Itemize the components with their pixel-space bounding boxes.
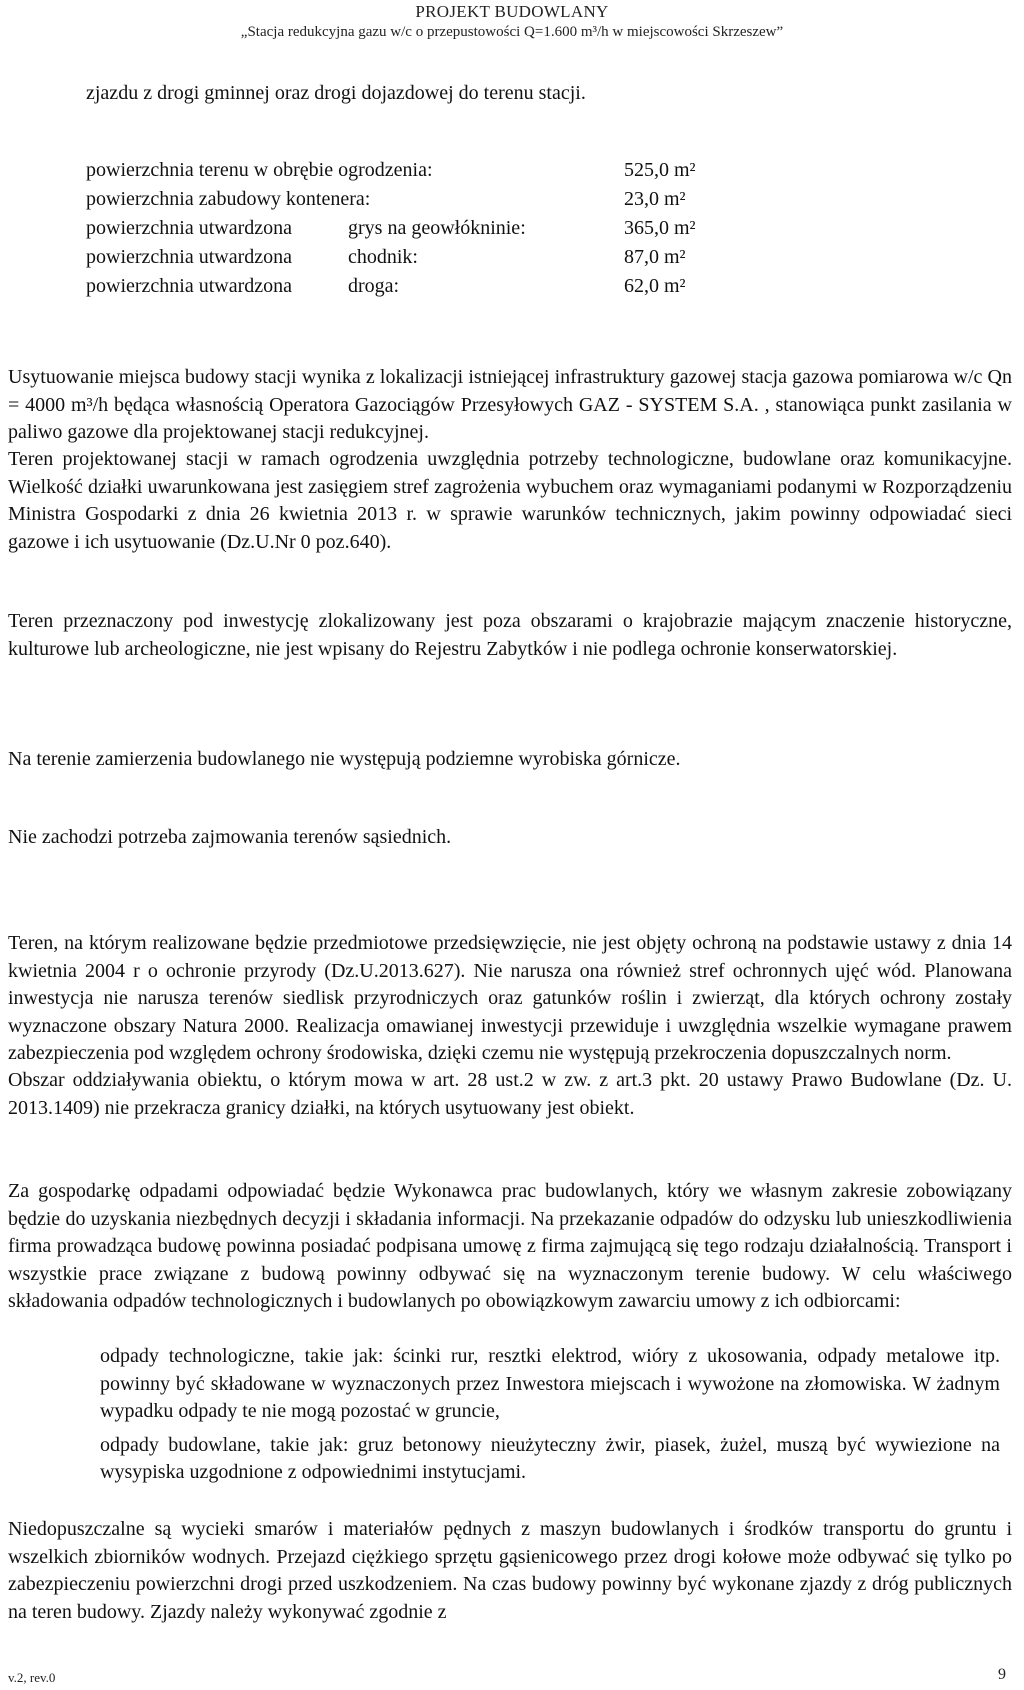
waste-list xyxy=(100,1343,1000,1487)
area-list xyxy=(86,156,986,301)
paragraph-neighbouring-land: Nie zachodzi potrzeba zajmowania terenów sąsiednich. xyxy=(8,826,452,848)
paragraph-heritage: Teren przeznaczony pod inwestycję zlokalizowany jest poza obszarami o krajobrazie mającym znaczenie historyczne, kulturowe lub archeologiczne, nie jest wpisany do Rejestru Zabytków i nie podlega ochronie konserwatorskiej. xyxy=(8,610,1012,660)
page-number: 9 xyxy=(998,1666,1006,1683)
area-sublabel: chodnik: xyxy=(348,246,418,268)
paragraph-construction-rules: Niedopuszczalne są wycieki smarów i materiałów pędnych z maszyn budowlanych i środków transportu do gruntu i wszelkich zbiorników wodnych. Przejazd ciężkiego sprzętu gąsienicowego przez drogi kołowe może odbywać się tylko po zabezpieczeniu powierzchni drogi przed uszkodzeniem. Na czas budowy powinny być wykonane zjazdy z dróg publicznych na teren budowy. Zjazdy należy wykonywać zgodnie z xyxy=(8,1518,1012,1623)
waste-list-item: odpady budowlane, takie jak: gruz betonowy nieużyteczny żwir, piasek, żużel, muszą być wywiezione na wysypiska uzgodnione z odpowiednimi instytucjami. xyxy=(100,1433,1000,1483)
area-sublabel: droga: xyxy=(348,275,400,297)
area-value: 23,0 m² xyxy=(624,188,686,210)
area-label: powierzchnia utwardzona xyxy=(86,217,293,239)
paragraph-mining: Na terenie zamierzenia budowlanego nie występują podziemne wyrobiska górnicze. xyxy=(8,748,681,770)
intro-line: zjazdu z drogi gminnej oraz drogi dojazdowej do terenu stacji. xyxy=(86,82,586,104)
area-value: 525,0 m² xyxy=(624,159,696,181)
area-value: 62,0 m² xyxy=(624,275,686,297)
waste-list-item: odpady technologiczne, takie jak: ścinki rur, resztki elektrod, wióry z ukosowania, odpady metalowe itp. powinny być składowane w wyznaczonych przez Inwestora miejscach i wywożone na złomowiska. W żadnym wypadku odpady te nie mogą pozostać w gruncie, xyxy=(100,1345,1000,1422)
area-row xyxy=(86,243,986,272)
header-title: PROJEKT BUDOWLANY xyxy=(415,2,609,21)
area-row xyxy=(86,156,986,185)
paragraph-nature-protection: Teren, na którym realizowane będzie przedmiotowe przedsięwzięcie, nie jest objęty ochroną na podstawie ustawy z dnia 14 kwietnia 2004 r o ochronie przyrody (Dz.U.2013.627). Nie narusza ona również stref ochronnych ujęć wód. Planowana inwestycja nie narusza terenów siedlisk przyrodniczych oraz gatunków roślin i zwierząt, dla których ochrony zostały wyznaczone obszary Natura 2000. Realizacja omawianej inwestycji przewiduje i uwzględnia wszelkie wymagane prawem zabezpieczenia pod względem ochrony środowiska, dzięki czemu nie występują przekroczenia dopuszczalnych norm. xyxy=(8,932,1012,1064)
area-label: powierzchnia utwardzona xyxy=(86,275,293,297)
area-row xyxy=(86,272,986,301)
header-subtitle: „Stacja redukcyjna gazu w/c o przepustowości Q=1.600 m³/h w miejscowości Skrzeszew” xyxy=(240,24,784,40)
paragraph-location: Usytuowanie miejsca budowy stacji wynika z lokalizacji istniejącej infrastruktury gazowej stacja gazowa pomiarowa w/c Qn = 4000 m³/h będąca własnością Operatora Gazociągów Przesyłowych GAZ - SYSTEM S.A. , stanowiąca punkt zasilania w paliwo gazowe dla projektowanej stacji redukcyjnej. xyxy=(8,366,1012,443)
paragraph-waste-management: Za gospodarkę odpadami odpowiadać będzie Wykonawca prac budowlanych, który we własnym zakresie zobowiązany będzie do uzyskania niezbędnych decyzji i składania informacji. Na przekazanie odpadów do odzysku lub unieszkodliwienia firma prowadząca budowę powinna posiadać podpisana umowę z firma zajmującą się tego rodzaju działalnością. Transport i wszystkie prace związane z budową powinny odbywać się na wyznaczonym terenie budowy. W celu właściwego składowania odpadów technologicznych i budowlanych po obowiązkowym zawarciu umowy z ich odbiorcami: xyxy=(8,1180,1012,1312)
paragraph-impact-area: Obszar oddziaływania obiektu, o którym mowa w art. 28 ust.2 w zw. z art.3 pkt. 20 ustawy Prawo Budowlane (Dz. U. 2013.1409) nie przekracza granicy działki, na których usytuowany jest obiekt. xyxy=(8,1069,1012,1119)
area-value: 365,0 m² xyxy=(624,217,696,239)
area-value: 87,0 m² xyxy=(624,246,686,268)
area-label: powierzchnia terenu w obrębie ogrodzenia: xyxy=(86,159,433,181)
page-header xyxy=(0,2,1024,42)
area-row xyxy=(86,214,986,243)
area-label: powierzchnia zabudowy kontenera: xyxy=(86,188,371,210)
area-label: powierzchnia utwardzona xyxy=(86,246,293,268)
area-row xyxy=(86,185,986,214)
area-sublabel: grys na geowłókninie: xyxy=(348,217,526,239)
version-label: v.2, rev.0 xyxy=(8,1670,56,1685)
paragraph-site-requirements: Teren projektowanej stacji w ramach ogrodzenia uwzględnia potrzeby technologiczne, budowlane oraz komunikacyjne. Wielkość działki uwarunkowana jest zasięgiem stref zagrożenia wybuchem oraz wymaganiami podanymi w Rozporządzeniu Ministra Gospodarki z dnia 26 kwietnia 2013 r. w sprawie warunków technicznych, jakim powinny odpowiadać sieci gazowe i ich usytuowanie (Dz.U.Nr 0 poz.640). xyxy=(8,448,1012,553)
